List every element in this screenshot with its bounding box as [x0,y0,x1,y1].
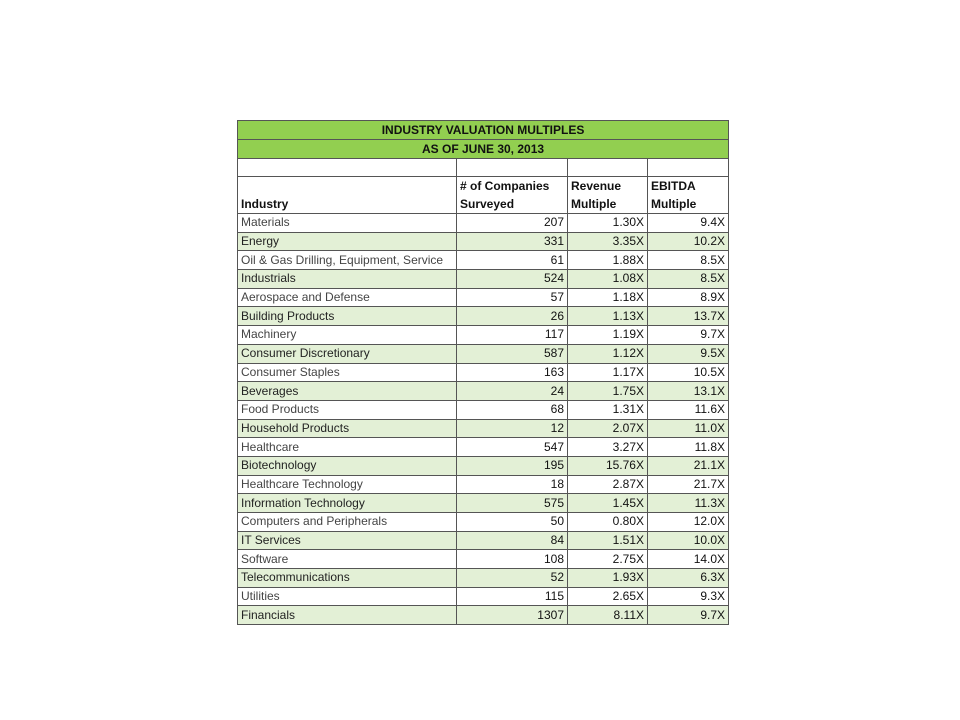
companies-cell: 50 [457,513,568,532]
revenue-multiple-cell: 1.88X [568,251,648,270]
table-row [238,438,729,457]
ebitda-header-line2: Multiple [651,197,697,211]
ebitda-multiple-cell: 10.5X [648,363,729,382]
revenue-header [568,177,648,214]
revenue-multiple-cell: 2.65X [568,587,648,606]
companies-header [457,177,568,214]
revenue-multiple-cell: 2.75X [568,550,648,569]
industry-cell: Industrials [238,270,457,289]
companies-header-line2: Surveyed [460,197,515,211]
industry-cell: Healthcare [238,438,457,457]
table-row [238,606,729,625]
industry-cell: Materials [238,214,457,233]
industry-cell: Building Products [238,307,457,326]
industry-cell: Financials [238,606,457,625]
table-subtitle: AS OF JUNE 30, 2013 [238,140,729,159]
companies-cell: 12 [457,419,568,438]
table-row [238,214,729,233]
subtitle-row [238,140,729,159]
companies-cell: 195 [457,456,568,475]
companies-cell: 163 [457,363,568,382]
valuation-table [237,120,729,625]
table-row [238,419,729,438]
revenue-multiple-cell: 2.07X [568,419,648,438]
industry-cell: Energy [238,232,457,251]
ebitda-header-line1: EBITDA [651,179,696,193]
industry-cell: Utilities [238,587,457,606]
revenue-multiple-cell: 1.51X [568,531,648,550]
industry-cell: Computers and Peripherals [238,513,457,532]
table-title: INDUSTRY VALUATION MULTIPLES [238,121,729,140]
ebitda-multiple-cell: 12.0X [648,513,729,532]
ebitda-multiple-cell: 11.3X [648,494,729,513]
ebitda-multiple-cell: 10.2X [648,232,729,251]
ebitda-multiple-cell: 8.5X [648,270,729,289]
companies-cell: 587 [457,344,568,363]
table-row [238,400,729,419]
industry-cell: Consumer Staples [238,363,457,382]
industry-header: Industry [238,177,457,214]
industry-cell: Beverages [238,382,457,401]
ebitda-multiple-cell: 9.5X [648,344,729,363]
companies-header-line1: # of Companies [460,179,550,193]
revenue-multiple-cell: 1.18X [568,288,648,307]
ebitda-header [648,177,729,214]
header-row [238,177,729,214]
table-row [238,363,729,382]
spacer-cell [238,159,457,177]
revenue-multiple-cell: 8.11X [568,606,648,625]
revenue-multiple-cell: 1.08X [568,270,648,289]
industry-cell: Biotechnology [238,456,457,475]
ebitda-multiple-cell: 13.7X [648,307,729,326]
industry-cell: Software [238,550,457,569]
companies-cell: 68 [457,400,568,419]
companies-cell: 331 [457,232,568,251]
revenue-multiple-cell: 1.17X [568,363,648,382]
ebitda-multiple-cell: 9.3X [648,587,729,606]
table-row [238,382,729,401]
revenue-multiple-cell: 1.75X [568,382,648,401]
companies-cell: 524 [457,270,568,289]
companies-cell: 547 [457,438,568,457]
companies-cell: 24 [457,382,568,401]
table-row [238,326,729,345]
industry-cell: Information Technology [238,494,457,513]
revenue-multiple-cell: 1.19X [568,326,648,345]
revenue-multiple-cell: 1.45X [568,494,648,513]
revenue-multiple-cell: 1.30X [568,214,648,233]
ebitda-multiple-cell: 9.7X [648,326,729,345]
table-row [238,232,729,251]
spacer-row [238,159,729,177]
table-row [238,456,729,475]
ebitda-multiple-cell: 10.0X [648,531,729,550]
ebitda-multiple-cell: 6.3X [648,569,729,588]
ebitda-multiple-cell: 13.1X [648,382,729,401]
companies-cell: 52 [457,569,568,588]
revenue-multiple-cell: 3.35X [568,232,648,251]
ebitda-multiple-cell: 11.0X [648,419,729,438]
spacer-cell [648,159,729,177]
revenue-multiple-cell: 3.27X [568,438,648,457]
ebitda-multiple-cell: 9.7X [648,606,729,625]
companies-cell: 18 [457,475,568,494]
revenue-header-line2: Multiple [571,197,617,211]
ebitda-multiple-cell: 21.7X [648,475,729,494]
table-row [238,344,729,363]
ebitda-multiple-cell: 8.5X [648,251,729,270]
table-row [238,513,729,532]
companies-cell: 575 [457,494,568,513]
table-row [238,494,729,513]
companies-cell: 26 [457,307,568,326]
ebitda-multiple-cell: 9.4X [648,214,729,233]
industry-cell: Aerospace and Defense [238,288,457,307]
companies-cell: 108 [457,550,568,569]
ebitda-multiple-cell: 8.9X [648,288,729,307]
industry-cell: Telecommunications [238,569,457,588]
companies-cell: 115 [457,587,568,606]
table-row [238,251,729,270]
table-row [238,288,729,307]
industry-cell: Machinery [238,326,457,345]
revenue-multiple-cell: 1.31X [568,400,648,419]
ebitda-multiple-cell: 11.8X [648,438,729,457]
table-row [238,531,729,550]
industry-cell: IT Services [238,531,457,550]
revenue-multiple-cell: 2.87X [568,475,648,494]
table-body [238,121,729,625]
industry-cell: Food Products [238,400,457,419]
industry-cell: Household Products [238,419,457,438]
table-row [238,569,729,588]
table-row [238,550,729,569]
table-row [238,587,729,606]
companies-cell: 207 [457,214,568,233]
revenue-multiple-cell: 1.93X [568,569,648,588]
spacer-cell [457,159,568,177]
table-row [238,270,729,289]
industry-cell: Healthcare Technology [238,475,457,494]
title-row [238,121,729,140]
companies-cell: 84 [457,531,568,550]
companies-cell: 117 [457,326,568,345]
ebitda-multiple-cell: 21.1X [648,456,729,475]
revenue-multiple-cell: 1.12X [568,344,648,363]
spacer-cell [568,159,648,177]
ebitda-multiple-cell: 14.0X [648,550,729,569]
revenue-header-line1: Revenue [571,179,622,193]
companies-cell: 57 [457,288,568,307]
companies-cell: 1307 [457,606,568,625]
companies-cell: 61 [457,251,568,270]
ebitda-multiple-cell: 11.6X [648,400,729,419]
table-row [238,307,729,326]
revenue-multiple-cell: 0.80X [568,513,648,532]
revenue-multiple-cell: 15.76X [568,456,648,475]
revenue-multiple-cell: 1.13X [568,307,648,326]
industry-cell: Oil & Gas Drilling, Equipment, Service [238,251,457,270]
industry-cell: Consumer Discretionary [238,344,457,363]
table-row [238,475,729,494]
